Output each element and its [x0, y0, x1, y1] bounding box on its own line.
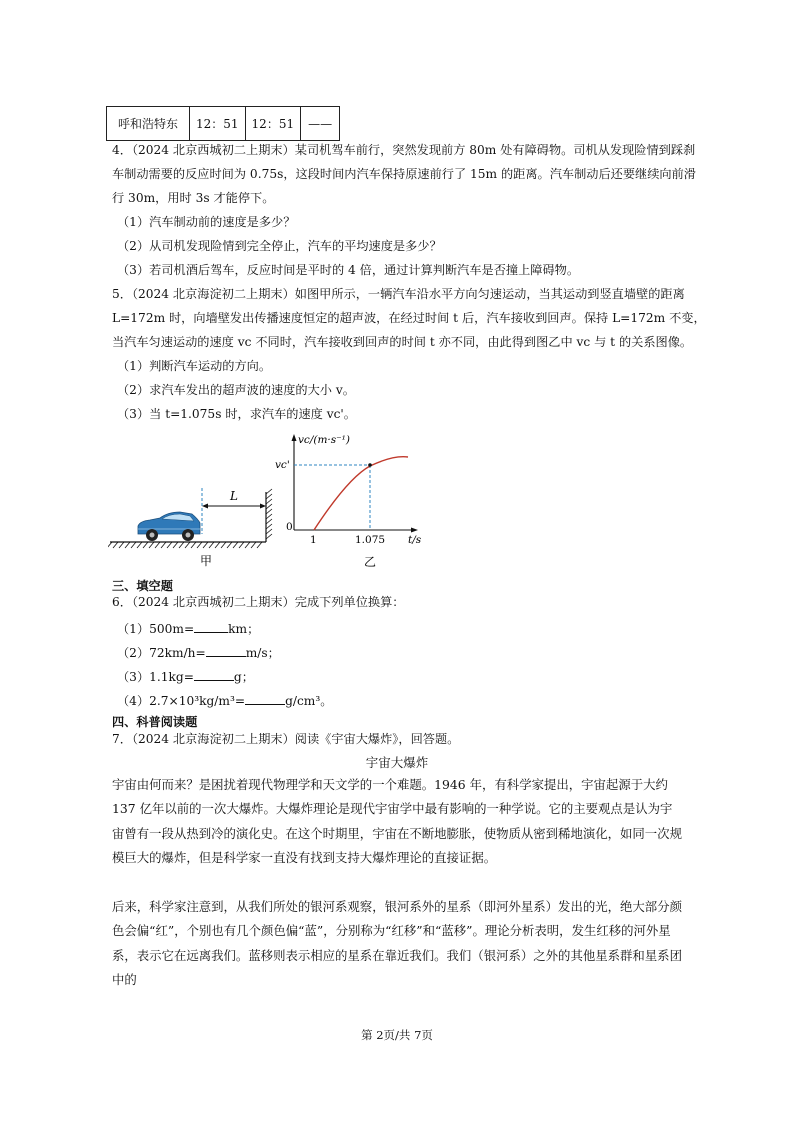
q4-line-3: 行 30m，用时 3s 才能停下。	[112, 191, 275, 205]
table-cell: ——	[301, 107, 340, 141]
q6-item-3	[117, 668, 254, 685]
q4-sub-2: （2）从司机发现险情到完全停止，汽车的平均速度是多少？	[117, 239, 442, 253]
distance-arrow	[202, 504, 266, 509]
section-4-title: 四、科普阅读题	[112, 715, 198, 729]
q5-line-3: 当汽车匀速运动的速度 vc 不同时，汽车接收到回声的时间 t 亦不同，由此得到图乙中 vc 与 t 的关系图像。	[112, 335, 693, 349]
table-cell: 呼和浩特东	[107, 107, 190, 141]
article-paragraph-2: 后来，科学家注意到，从我们所处的银河系观察，银河系外的星系（即河外星系）发出的光，绝大部分颜色会偏“红”，个别也有几个颜色偏“蓝”，分别称为“红移”和“蓝移”。理论分析表明，发生红移的河外星系，表示它在远离我们。蓝移则表示相应的星系在靠近我们。我们（银河系）之外的其他星系群和星系团中的	[112, 899, 682, 987]
q6-item-2	[117, 644, 280, 661]
q6-item-4-post: g/cm³。	[285, 694, 333, 708]
q5-sub-1: （1）判断汽车运动的方向。	[117, 359, 272, 373]
q4-sub-1: （1）汽车制动前的速度是多少？	[117, 215, 296, 229]
answer-blank	[194, 620, 228, 633]
q4-line-1: 4．（2024 北京西城初二上期末）某司机驾车前行，突然发现前方 80m 处有障碍物。司机从发现险情到踩刹	[112, 143, 696, 157]
article-paragraph-1: 宇宙由何而来？是困扰着现代物理学和天文学的一个难题。1946 年，有科学家提出，宇宙起源于大约 137 亿年以前的一次大爆炸。大爆炸理论是现代宇宙学中最有影响的一种学说。它的主要观点是认为宇宙曾有一段从热到冷的演化史。在这个时期里，宇宙在不断地膨胀，使物质从密到稀地演化，如同一次规模巨大的爆炸，但是科学家一直没有找到支持大爆炸理论的直接证据。	[112, 777, 682, 865]
q6-item-1-post: km；	[228, 622, 260, 636]
q6-item-4	[117, 692, 332, 709]
q6-item-2-post: m/s；	[245, 646, 280, 660]
marked-point	[368, 463, 372, 467]
q4-line-2: 车制动需要的反应时间为 0.75s，这段时间内汽车保持原速前行了 15m 的距离。汽车制动后还要继续向前滑	[112, 167, 696, 181]
q5-sub-3: （3）当 t=1.075s 时，求汽车的速度 vc'。	[117, 407, 356, 421]
table-cell: 12：51	[245, 107, 301, 141]
answer-blank	[194, 668, 234, 681]
distance-label: L	[230, 489, 238, 503]
x-tick-2: 1.075	[355, 534, 386, 546]
answer-blank	[245, 692, 285, 705]
q5-line-2: L=172m 时，向墙壁发出传播速度恒定的超声波，在经过时间 t 后，汽车接收到回声。保持 L=172m 不变，	[112, 311, 706, 325]
page-footer: 第 2页/共 7页	[361, 1028, 433, 1042]
figure-q5	[108, 430, 438, 572]
q6-item-3-pre: （3）1.1kg=	[117, 670, 194, 684]
q6-item-1	[117, 620, 259, 637]
timetable-fragment	[106, 106, 340, 141]
caption-left: 甲	[200, 554, 213, 568]
wall	[266, 489, 272, 542]
q4-sub-3: （3）若司机酒后驾车，反应时间是平时的 4 倍，通过计算判断汽车是否撞上障碍物。	[117, 263, 580, 277]
article-title: 宇宙大爆炸	[365, 755, 429, 770]
vc-t-curve	[314, 457, 408, 530]
q5-sub-2: （2）求汽车发出的超声波的速度的大小 v。	[117, 383, 355, 397]
q6-item-2-pre: （2）72km/h=	[117, 646, 206, 660]
y-mark-label: vc'	[275, 459, 290, 471]
q5-line-1: 5．（2024 北京海淀初二上期末）如图甲所示，一辆汽车沿水平方向匀速运动，当其运动到竖直墙壁的距离	[112, 287, 685, 301]
x-axis-label: t/s	[408, 534, 422, 546]
velocity-time-graph	[275, 434, 422, 569]
caption-right: 乙	[364, 555, 377, 569]
y-axis-label: vc/(m·s⁻¹)	[298, 434, 350, 446]
table-cell: 12：51	[190, 107, 246, 141]
q6-item-4-pre: （4）2.7×10³kg/m³=	[117, 694, 246, 708]
q6-item-3-post: g；	[233, 670, 254, 684]
q6-item-1-pre: （1）500m=	[117, 622, 195, 636]
ground-hatching	[108, 542, 266, 548]
answer-blank	[206, 644, 246, 657]
car-image	[138, 512, 200, 541]
q7-stem: 7．（2024 北京海淀初二上期末）阅读《宇宙大爆炸》，回答题。	[112, 732, 460, 746]
section-3-title: 三、填空题	[112, 579, 173, 593]
table-row	[107, 107, 340, 141]
origin-label: 0	[286, 521, 293, 533]
x-tick-1: 1	[310, 534, 317, 546]
q6-stem: 6．（2024 北京西城初二上期末）完成下列单位换算：	[112, 595, 405, 609]
